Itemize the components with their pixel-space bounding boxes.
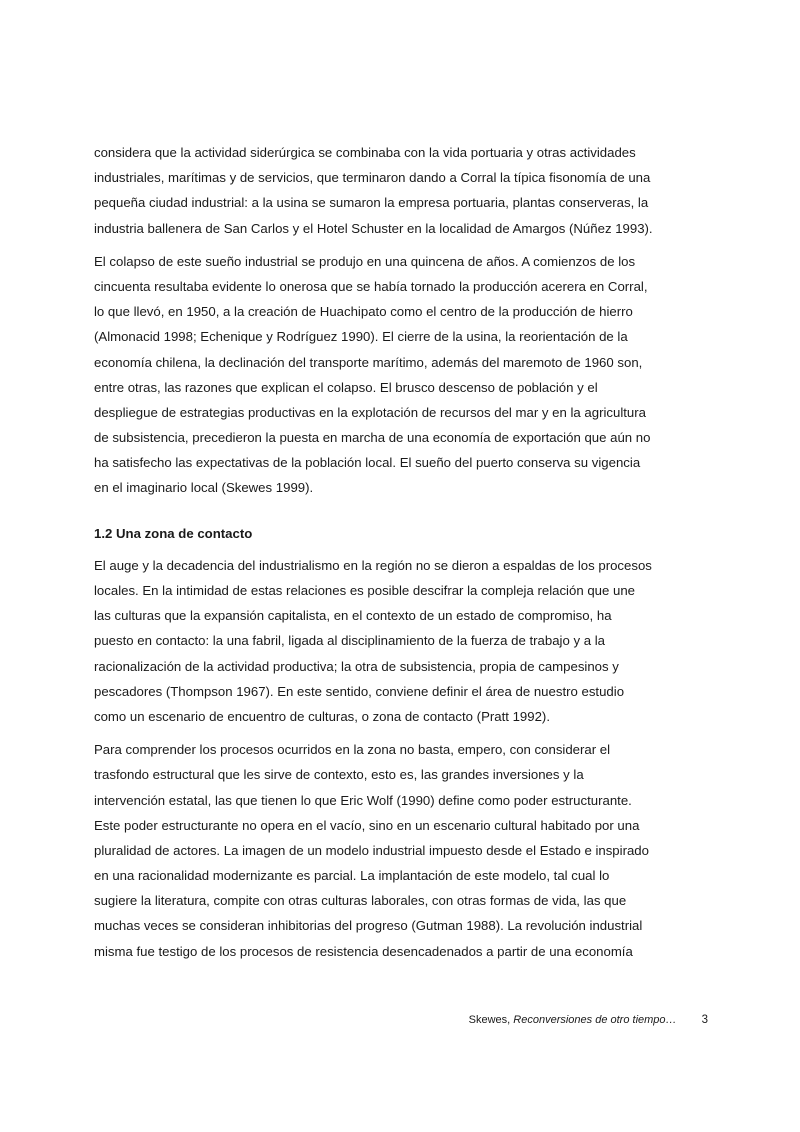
text-line: misma fue testigo de los procesos de resistencia desencadenados a partir de una economía bbox=[94, 943, 633, 959]
text-line: de subsistencia, precedieron la puesta en marcha de una economía de exportación que aún no bbox=[94, 430, 651, 446]
text-line: economía chilena, la declinación del transporte marítimo, además del maremoto de 1960 son, bbox=[94, 354, 643, 370]
text-line: industria ballenera de San Carlos y el Hotel Schuster en la localidad de Amargos (Núñez 1993). bbox=[94, 220, 653, 236]
text-line: sugiere la literatura, compite con otras culturas laborales, con otras formas de vida, las que bbox=[94, 893, 627, 909]
text-line: en el imaginario local (Skewes 1999). bbox=[94, 480, 314, 496]
footer-title: Reconversiones de otro tiempo… bbox=[513, 1014, 677, 1026]
section-heading: 1.2 Una zona de contacto bbox=[94, 525, 253, 541]
paragraph-structuring-power bbox=[94, 737, 714, 964]
footer-author: Skewes bbox=[468, 1014, 508, 1026]
text-line: (Almonacid 1998; Echenique y Rodríguez 1990). El cierre de la usina, la reorientación de la bbox=[94, 329, 628, 345]
text-line: las culturas que la expansión capitalista, en el contexto de un estado de compromiso, ha bbox=[94, 608, 612, 624]
text-line: racionalización de la actividad productiva; la otra de subsistencia, propia de campesinos y bbox=[94, 658, 619, 674]
text-line: trasfondo estructural que les sirve de contexto, esto es, las grandes inversiones y la bbox=[94, 767, 584, 783]
text-line: considera que la actividad siderúrgica se combinaba con la vida portuaria y otras actividades bbox=[94, 145, 636, 160]
text-line: El auge y la decadencia del industrialismo en la región no se dieron a espaldas de los procesos bbox=[94, 557, 652, 573]
text-line: locales. En la intimidad de estas relaciones es posible descifrar la compleja relación que une bbox=[94, 583, 635, 599]
paragraph-contact-zone bbox=[94, 553, 714, 729]
text-line: cincuenta resultaba evidente lo onerosa que se había tornado la producción acerera en Corral, bbox=[94, 278, 648, 294]
page-body bbox=[94, 140, 714, 972]
text-line: El colapso de este sueño industrial se produjo en una quincena de años. A comienzos de los bbox=[94, 253, 636, 269]
text-line: pluralidad de actores. La imagen de un modelo industrial impuesto desde el Estado e inspirado bbox=[94, 842, 649, 858]
text-line: despliegue de estrategias productivas en la explotación de recursos del mar y en la agricultura bbox=[94, 404, 646, 420]
text-line: pescadores (Thompson 1967). En este sentido, conviene definir el área de nuestro estudio bbox=[94, 683, 625, 699]
footer-separator: , bbox=[507, 1014, 514, 1026]
text-line: Para comprender los procesos ocurridos en la zona no basta, empero, con considerar el bbox=[94, 742, 611, 758]
paragraph-industrial-collapse bbox=[94, 249, 714, 501]
text-line: pequeña ciudad industrial: a la usina se sumaron la empresa portuaria, plantas conserveras, la bbox=[94, 195, 649, 211]
text-line: entre otras, las razones que explican el colapso. El brusco descenso de población y el bbox=[94, 379, 598, 395]
text-line: puesto en contacto: la una fabril, ligada al disciplinamiento de la fuerza de trabajo y a la bbox=[94, 633, 605, 649]
text-line: en una racionalidad modernizante es parcial. La implantación de este modelo, tal cual lo bbox=[94, 868, 610, 884]
text-line: muchas veces se consideran inhibitorias del progreso (Gutman 1988). La revolución industrial bbox=[94, 918, 643, 934]
page-number: 3 bbox=[701, 1014, 708, 1026]
text-line: como un escenario de encuentro de culturas, o zona de contacto (Pratt 1992). bbox=[94, 708, 550, 724]
text-line: Este poder estructurante no opera en el vacío, sino en un escenario cultural habitado por una bbox=[94, 817, 640, 833]
paragraph-corral-industry bbox=[94, 140, 714, 241]
text-line: industriales, marítimas y de servicios, que terminaron dando a Corral la típica fisonomía de una bbox=[94, 170, 651, 186]
text-line: ha satisfecho las expectativas de la población local. El sueño del puerto conserva su vigencia bbox=[94, 455, 641, 471]
text-line: lo que llevó, en 1950, a la creación de Huachipato como el centro de la producción de hierro bbox=[94, 304, 633, 320]
page-footer bbox=[469, 1012, 708, 1028]
text-line: intervención estatal, las que tienen lo que Eric Wolf (1990) define como poder estructurante. bbox=[94, 792, 632, 808]
